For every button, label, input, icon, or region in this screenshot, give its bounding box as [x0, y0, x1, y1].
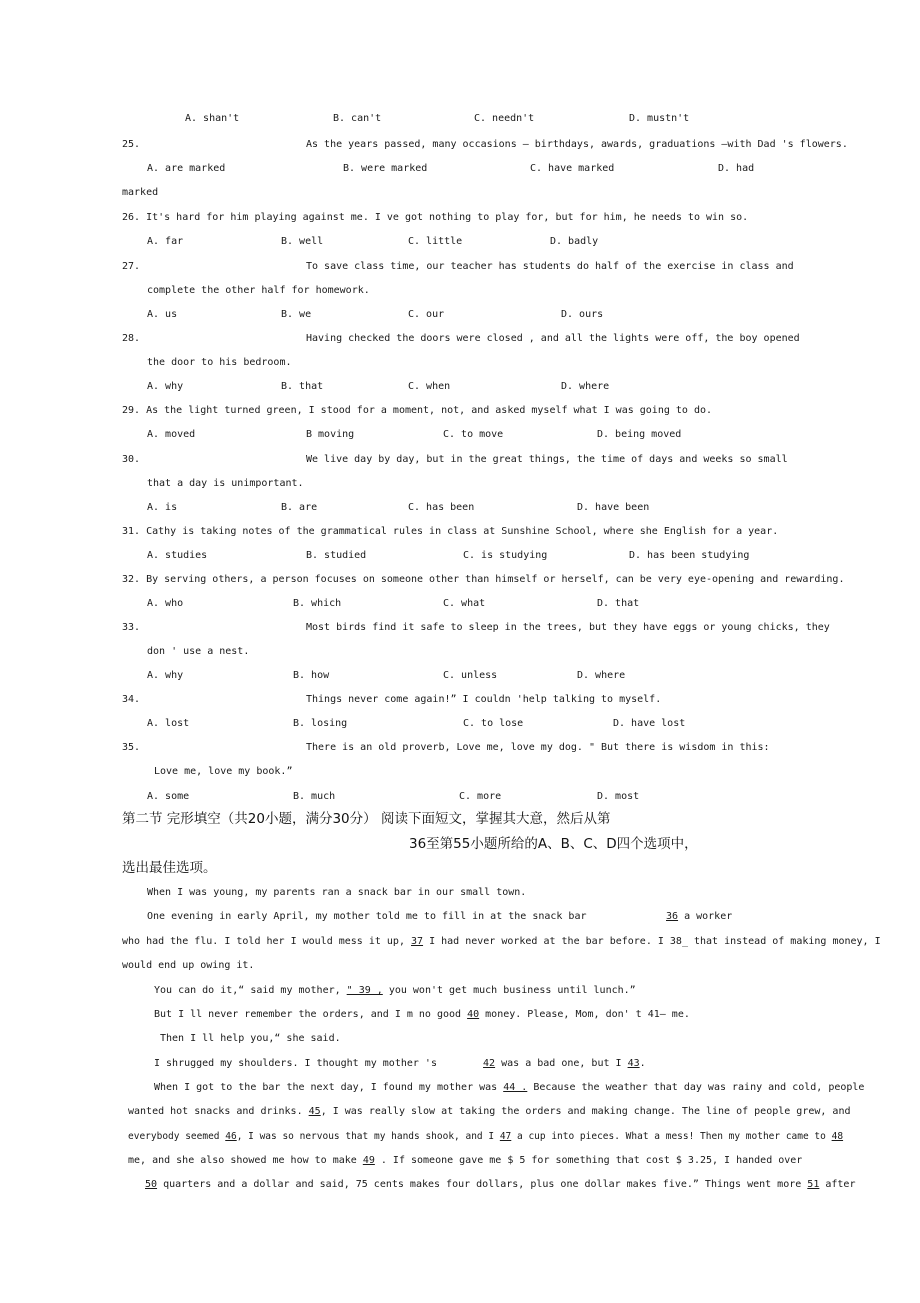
q32-option-c: C. what — [443, 598, 486, 609]
q35-option-a: A. some — [147, 791, 190, 802]
q28-option-d: D. where — [561, 381, 610, 392]
q35-stem: There is an old proverb, Love me, love my dog. " But there is wisdom in this: — [306, 742, 770, 753]
passage-text: You can do it,“ said my mother, — [154, 985, 341, 996]
q32-stem: 32. By serving others, a person focuses on someone other than himself or herself, can be very eye-opening and rewarding. — [122, 574, 845, 585]
q34-number: 34. — [122, 694, 141, 705]
q29-option-b: B moving — [306, 429, 355, 440]
blank-47: 47 — [499, 1131, 512, 1142]
passage-text: a cup into pieces. What a mess! Then my mother came to — [517, 1131, 826, 1142]
passage-line: When I was young, my parents ran a snack bar in our small town. — [147, 887, 527, 898]
q24-option-b: B. can't — [333, 113, 382, 124]
passage-line — [666, 910, 732, 924]
q27-option-b: B. we — [281, 309, 312, 320]
blank-46: 46 — [225, 1131, 237, 1142]
q26-stem: 26. It's hard for him playing against me. I ve got nothing to play for, but for him, he needs to win so. — [122, 212, 749, 223]
blank-36: 36 — [666, 911, 679, 922]
q29-option-a: A. moved — [147, 429, 196, 440]
q34-option-a: A. lost — [147, 718, 190, 729]
passage-line — [154, 984, 636, 998]
q25-number: 25. — [122, 139, 141, 150]
blank-42: 42 — [483, 1058, 496, 1069]
passage-text: I shrugged my shoulders. I thought my mother 's — [154, 1058, 437, 1069]
section2-title: 第二节 完形填空（共20小题，满分30分） 阅读下面短文，掌握其大意，然后从第 — [122, 811, 611, 827]
passage-line: Then I ll help you,“ she said. — [160, 1033, 341, 1044]
q26-option-a: A. far — [147, 236, 184, 247]
q29-option-c: C. to move — [443, 429, 504, 440]
passage-text: wanted hot snacks and drinks. — [128, 1106, 303, 1117]
q24-option-a: A. shan't — [185, 113, 240, 124]
q33-stem: Most birds find it safe to sleep in the trees, but they have eggs or young chicks, they — [306, 622, 830, 633]
blank-45: 45 — [308, 1106, 321, 1117]
passage-text: When I got to the bar the next day, I found my mother was — [154, 1082, 498, 1093]
passage-text: Because the weather that day was rainy and cold, people — [533, 1082, 865, 1093]
blank-50: 50 — [145, 1179, 158, 1190]
q35-number: 35. — [122, 742, 141, 753]
q27-stem-cont: complete the other half for homework. — [147, 285, 370, 296]
section2-title-end: 选出最佳选项。 — [122, 860, 217, 876]
passage-line — [128, 1154, 802, 1168]
passage-text: a worker — [684, 911, 733, 922]
blank-49: 49 — [362, 1155, 375, 1166]
q30-option-a: A. is — [147, 502, 178, 513]
q31-option-b: B. studied — [306, 550, 367, 561]
q25-option-b: B. were marked — [343, 163, 428, 174]
q28-stem-cont: the door to his bedroom. — [147, 357, 292, 368]
q31-option-a: A. studies — [147, 550, 208, 561]
q31-option-c: C. is studying — [463, 550, 548, 561]
q25-option-d-cont: marked — [122, 187, 159, 198]
passage-text: But I ll never remember the orders, and I m no good — [154, 1009, 462, 1020]
q35-option-c: C. more — [459, 791, 502, 802]
passage-text: quarters and a dollar and said, 75 cents makes four dollars, plus one dollar makes five.” Things went more — [163, 1179, 802, 1190]
blank-40: 40 — [467, 1009, 480, 1020]
q28-stem: Having checked the doors were closed , and all the lights were off, the boy opened — [306, 333, 800, 344]
passage-line — [154, 1057, 646, 1071]
q33-option-d: D. where — [577, 670, 626, 681]
passage-text: . — [639, 1058, 646, 1069]
q30-option-c: C. has been — [408, 502, 475, 513]
q28-option-b: B. that — [281, 381, 324, 392]
q34-option-c: C. to lose — [463, 718, 524, 729]
q24-option-d: D. mustn't — [629, 113, 690, 124]
q33-option-c: C. unless — [443, 670, 498, 681]
passage-text: . If someone gave me $ 5 for something that cost $ 3.25, I handed over — [380, 1155, 803, 1166]
passage-text: me, and she also showed me how to make — [128, 1155, 357, 1166]
q34-stem: Things never come again!” I couldn 'help talking to myself. — [306, 694, 662, 705]
passage-text: after — [825, 1179, 856, 1190]
q33-number: 33. — [122, 622, 141, 633]
q27-option-d: D. ours — [561, 309, 604, 320]
q27-number: 27. — [122, 261, 141, 272]
q26-option-d: D. badly — [550, 236, 599, 247]
passage-line — [122, 935, 881, 949]
blank-37: 37 — [411, 936, 424, 947]
q25-stem: As the years passed, many occasions — birthdays, awards, graduations —with Dad 's flowers. — [306, 139, 848, 150]
passage-line — [154, 1081, 864, 1095]
q32-option-a: A. who — [147, 598, 184, 609]
passage-line — [154, 1008, 690, 1022]
passage-text: was a bad one, but I — [501, 1058, 622, 1069]
q25-option-d: D. had — [718, 163, 755, 174]
q25-option-a: A. are marked — [147, 163, 226, 174]
q34-option-b: B. losing — [293, 718, 348, 729]
q31-option-d: D. has been studying — [629, 550, 750, 561]
passage-text: you won't get much business until lunch.” — [388, 985, 636, 996]
q30-option-b: B. are — [281, 502, 318, 513]
q35-stem-cont: Love me, love my book.” — [154, 766, 293, 777]
q33-stem-cont: don ' use a nest. — [147, 646, 250, 657]
blank-43: 43 — [627, 1058, 640, 1069]
q34-option-d: D. have lost — [613, 718, 686, 729]
q28-option-a: A. why — [147, 381, 184, 392]
passage-line: would end up owing it. — [122, 960, 255, 971]
passage-line — [145, 1178, 855, 1192]
q35-option-b: B. much — [293, 791, 336, 802]
q31-stem: 31. Cathy is taking notes of the grammatical rules in class at Sunshine School, where she English for a year. — [122, 526, 779, 537]
q30-option-d: D. have been — [577, 502, 650, 513]
q29-stem: 29. As the light turned green, I stood for a moment, not, and asked myself what I was going to do. — [122, 405, 713, 416]
q30-stem: We live day by day, but in the great things, the time of days and weeks so small — [306, 454, 788, 465]
q33-option-a: A. why — [147, 670, 184, 681]
q29-option-d: D. being moved — [597, 429, 682, 440]
passage-line — [128, 1130, 843, 1144]
q27-option-a: A. us — [147, 309, 178, 320]
passage-text: who had the flu. I told her I would mess it up, — [122, 936, 405, 947]
q28-number: 28. — [122, 333, 141, 344]
passage-text: , I was really slow at taking the orders and making change. The line of people grew, and — [320, 1106, 851, 1117]
blank-39: " 39 , — [346, 985, 383, 996]
blank-51: 51 — [807, 1179, 820, 1190]
q28-option-c: C. when — [408, 381, 451, 392]
q30-number: 30. — [122, 454, 141, 465]
passage-text: I had never worked at the bar before. I 38_ that instead of making money, I — [429, 936, 881, 947]
q26-option-c: C. little — [408, 236, 463, 247]
q30-stem-cont: that a day is unimportant. — [147, 478, 304, 489]
q27-option-c: C. our — [408, 309, 445, 320]
q35-option-d: D. most — [597, 791, 640, 802]
q25-option-c: C. have marked — [530, 163, 615, 174]
passage-text: money. Please, Mom, don' t 41— me. — [485, 1009, 690, 1020]
passage-line — [128, 1105, 851, 1119]
q26-option-b: B. well — [281, 236, 324, 247]
q32-option-d: D. that — [597, 598, 640, 609]
q32-option-b: B. which — [293, 598, 342, 609]
q24-option-c: C. needn't — [474, 113, 535, 124]
passage-text: , I was so nervous that my hands shook, and I — [236, 1131, 495, 1142]
section2-title-cont: 36至第55小题所给的A、B、C、D四个选项中， — [409, 836, 698, 852]
q33-option-b: B. how — [293, 670, 330, 681]
blank-44: 44 . — [503, 1082, 528, 1093]
q27-stem: To save class time, our teacher has students do half of the exercise in class and — [306, 261, 794, 272]
passage-text: everybody seemed — [128, 1131, 220, 1142]
blank-48: 48 — [831, 1131, 844, 1142]
passage-line: One evening in early April, my mother told me to fill in at the snack bar — [147, 911, 587, 922]
